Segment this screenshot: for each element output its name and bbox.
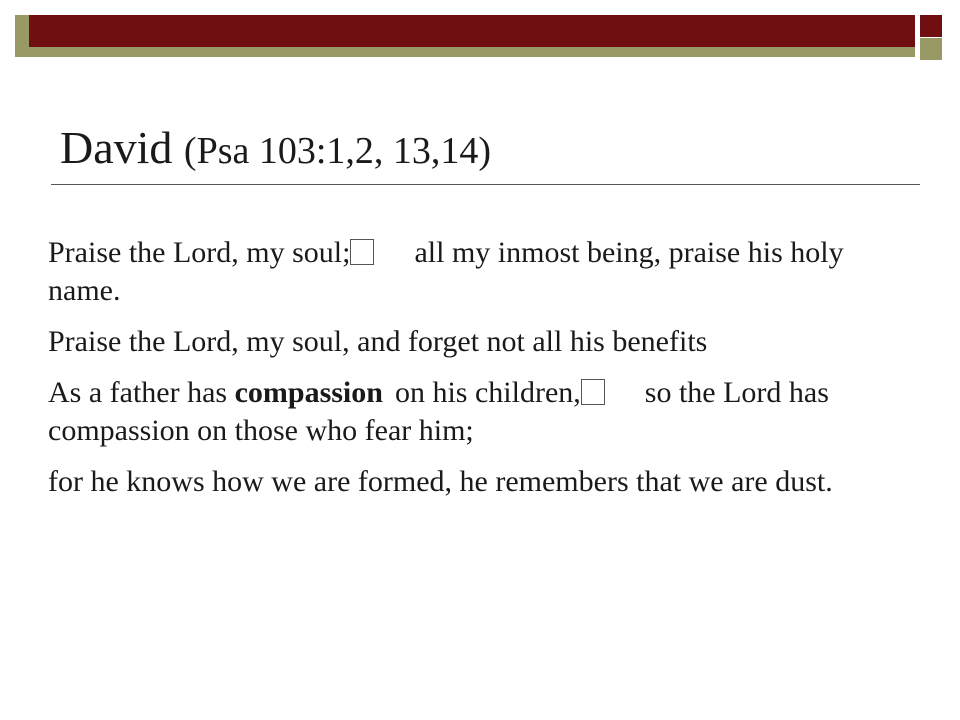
paragraph-3-pre: As a father has [48, 376, 228, 409]
slide-body [48, 234, 868, 514]
corner-square-red [920, 15, 942, 37]
paragraph-1 [48, 234, 868, 310]
title-reference: (Psa 103:1,2, 13,14) [183, 130, 492, 172]
title-underline [51, 184, 920, 185]
paragraph-3 [48, 374, 868, 450]
paragraph-4-text: for he knows how we are formed, he remembers that we are dust. [48, 465, 833, 498]
paragraph-1-part-2: all my inmost being, praise his holy name. [48, 236, 844, 307]
corner-square-olive [920, 38, 942, 60]
paragraph-1-part-1: Praise the Lord, my soul; [48, 236, 351, 269]
title-name: David [60, 122, 173, 173]
missing-glyph-icon [350, 239, 374, 265]
paragraph-3-mid: on his children, [394, 376, 581, 409]
top-bar-dark-red [29, 15, 915, 47]
paragraph-2 [48, 323, 868, 361]
paragraph-3-bold: compassion [234, 376, 383, 409]
paragraph-2-text: Praise the Lord, my soul, and forget not all his benefits [48, 325, 708, 358]
slide-title [60, 120, 491, 179]
paragraph-4 [48, 463, 868, 501]
missing-glyph-icon [581, 379, 605, 405]
paragraph-3-post: so the Lord has compassion on those who fear him; [48, 376, 829, 447]
